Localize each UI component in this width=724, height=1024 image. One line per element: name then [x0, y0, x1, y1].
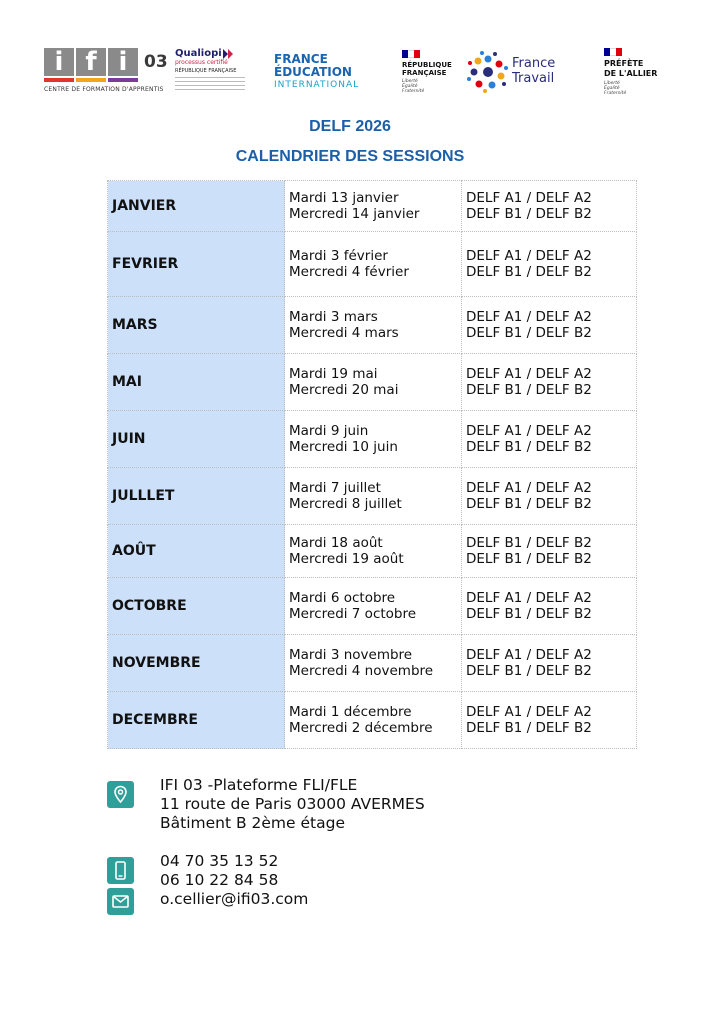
map-pin-icon [107, 781, 134, 808]
qualiopi-fineprint [175, 77, 261, 90]
qualiopi-arrows-icon [222, 49, 236, 59]
table-row [108, 232, 637, 297]
qualiopi-republic: RÉPUBLIQUE FRANÇAISE [175, 68, 237, 74]
qualiopi-logo [175, 48, 261, 98]
month-cell: DECEMBRE [108, 692, 285, 749]
levels-cell: DELF A1 / DELF A2 DELF B1 / DELF B2 [462, 468, 637, 525]
table-row [108, 635, 637, 692]
phone-number[interactable]: 04 70 35 13 52 [160, 852, 279, 870]
dates-cell: Mardi 13 janvier Mercredi 14 janvier [285, 181, 462, 232]
ifi-color-bars [44, 78, 168, 82]
levels-cell: DELF A1 / DELF A2 DELF B1 / DELF B2 [462, 232, 637, 297]
republique-francaise-logo: RÉPUBLIQUE FRANÇAISE Liberté Égalité Fraternité [402, 50, 462, 94]
partner-logos [0, 0, 724, 110]
month-cell: MAI [108, 354, 285, 411]
ifi-03-logo: i f i 03 CENTRE DE FORMATION D'APPRENTIS [44, 47, 168, 93]
french-flag-icon [402, 50, 420, 58]
month-cell: FEVRIER [108, 232, 285, 297]
dates-cell: Mardi 9 juin Mercredi 10 juin [285, 411, 462, 468]
contact-phones [160, 852, 308, 909]
levels-cell: DELF A1 / DELF A2 DELF B1 / DELF B2 [462, 692, 637, 749]
table-row [108, 297, 637, 354]
table-row [108, 354, 637, 411]
dates-cell: Mardi 18 août Mercredi 19 août [285, 525, 462, 578]
month-cell: AOÛT [108, 525, 285, 578]
levels-cell: DELF B1 / DELF B2 DELF B1 / DELF B2 [462, 525, 637, 578]
dates-cell: Mardi 3 novembre Mercredi 4 novembre [285, 635, 462, 692]
table-row [108, 525, 637, 578]
mobile-phone-icon [107, 857, 134, 884]
month-cell: JUIN [108, 411, 285, 468]
prefete-de-l-allier-logo: PRÉFÈTE DE L'ALLIER Liberté Égalité Fraternité [604, 48, 674, 96]
contact-address [160, 776, 425, 833]
levels-cell: DELF A1 / DELF A2 DELF B1 / DELF B2 [462, 297, 637, 354]
dates-cell: Mardi 3 mars Mercredi 4 mars [285, 297, 462, 354]
dates-cell: Mardi 19 mai Mercredi 20 mai [285, 354, 462, 411]
france-travail-dots-icon [466, 50, 510, 94]
levels-cell: DELF A1 / DELF A2 DELF B1 / DELF B2 [462, 354, 637, 411]
table-row [108, 468, 637, 525]
page-subtitle: CALENDRIER DES SESSIONS [235, 148, 465, 165]
qualiopi-name: Qualiopi [175, 48, 222, 59]
sessions-table [107, 180, 637, 749]
address-line: Bâtiment B 2ème étage [160, 814, 345, 832]
french-flag-icon [604, 48, 622, 56]
ifi-number: 03 [144, 52, 168, 72]
envelope-icon [107, 888, 134, 915]
table-row [108, 411, 637, 468]
month-cell: JANVIER [108, 181, 285, 232]
dates-cell: Mardi 1 décembre Mercredi 2 décembre [285, 692, 462, 749]
month-cell: OCTOBRE [108, 578, 285, 635]
levels-cell: DELF A1 / DELF A2 DELF B1 / DELF B2 [462, 411, 637, 468]
ifi-caption: CENTRE DE FORMATION D'APPRENTIS [44, 86, 164, 93]
address-line: 11 route de Paris 03000 AVERMES [160, 795, 425, 813]
france-education-international-logo: FRANCE ÉDUCATION INTERNATIONAL [274, 52, 360, 90]
dates-cell: Mardi 6 octobre Mercredi 7 octobre [285, 578, 462, 635]
month-cell: MARS [108, 297, 285, 354]
levels-cell: DELF A1 / DELF A2 DELF B1 / DELF B2 [462, 635, 637, 692]
phone-number[interactable]: 06 10 22 84 58 [160, 871, 279, 889]
dates-cell: Mardi 7 juillet Mercredi 8 juillet [285, 468, 462, 525]
table-row [108, 578, 637, 635]
qualiopi-subtitle: processus certifié [175, 59, 228, 66]
levels-cell: DELF A1 / DELF A2 DELF B1 / DELF B2 [462, 578, 637, 635]
dates-cell: Mardi 3 février Mercredi 4 février [285, 232, 462, 297]
table-row [108, 692, 637, 749]
month-cell: NOVEMBRE [108, 635, 285, 692]
address-line: IFI 03 -Plateforme FLI/FLE [160, 776, 358, 794]
table-row [108, 181, 637, 232]
page-title: DELF 2026 [309, 118, 391, 135]
levels-cell: DELF A1 / DELF A2 DELF B1 / DELF B2 [462, 181, 637, 232]
france-travail-logo: France Travail [466, 50, 576, 96]
month-cell: JULLLET [108, 468, 285, 525]
email-link[interactable]: o.cellier@ifi03.com [160, 890, 309, 908]
